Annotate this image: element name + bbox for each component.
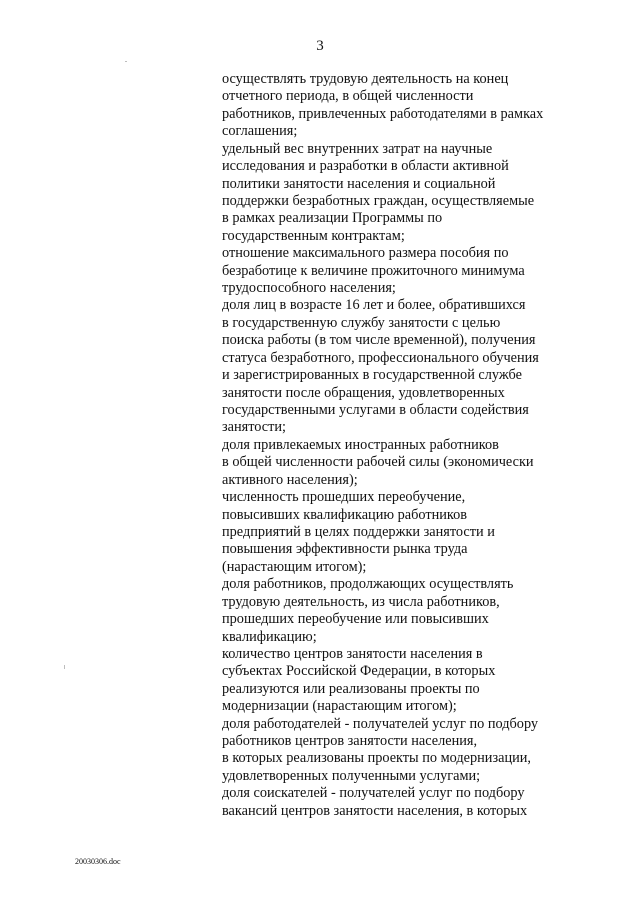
text-line: политики занятости населения и социальной	[222, 175, 496, 192]
text-line: количество центров занятости населения в	[222, 645, 483, 662]
text-line: удовлетворенных полученными услугами;	[222, 767, 481, 784]
text-line: субъектах Российской Федерации, в которых	[222, 663, 496, 680]
text-line: в которых реализованы проекты по модернизации,	[222, 750, 531, 767]
text-line: повышения эффективности рынка труда	[222, 541, 468, 558]
text-line: активного населения);	[222, 471, 358, 488]
text-line: прошедших переобучение или повысивших	[222, 611, 489, 628]
text-line: отчетного периода, в общей численности	[222, 88, 474, 105]
text-line: (нарастающим итогом);	[222, 558, 367, 575]
text-line: доля работников, продолжающих осуществлять	[222, 576, 514, 593]
text-line: доля работодателей - получателей услуг по подбору	[222, 715, 539, 732]
text-line: занятости;	[222, 419, 287, 436]
text-line: и зарегистрированных в государственной службе	[222, 367, 522, 384]
text-line: поиска работы (в том числе временной), получения	[222, 332, 536, 349]
text-line: удельный вес внутренних затрат на научные	[222, 140, 493, 157]
text-line: квалификацию;	[222, 628, 317, 645]
body-text	[222, 71, 567, 820]
text-line: государственным контрактам;	[222, 227, 405, 244]
text-line: осуществлять трудовую деятельность на конец	[222, 71, 509, 87]
text-line: вакансий центров занятости населения, в которых	[222, 802, 528, 819]
text-line: исследования и разработки в области активной	[222, 158, 509, 175]
text-line: реализуются или реализованы проекты по	[222, 680, 480, 697]
text-line: отношение максимального размера пособия по	[222, 245, 509, 262]
text-line: численность прошедших переобучение,	[222, 489, 466, 506]
text-line: работников центров занятости населения,	[222, 733, 478, 750]
text-line: в рамках реализации Программы по	[222, 210, 443, 227]
text-line: безработице к величине прожиточного минимума	[222, 262, 525, 279]
text-line: занятости после обращения, удовлетворенных	[222, 384, 505, 401]
scan-speck	[64, 665, 65, 669]
text-line: трудовую деятельность, из числа работников,	[222, 593, 500, 610]
scan-speck	[125, 61, 127, 62]
file-name: 20030306.doc	[75, 857, 121, 866]
page-number: 3	[316, 38, 324, 54]
text-line: трудоспособного населения;	[222, 280, 396, 297]
text-line: предприятий в целях поддержки занятости и	[222, 523, 495, 540]
text-line: доля привлекаемых иностранных работников	[222, 436, 499, 453]
text-line: доля лиц в возрасте 16 лет и более, обратившихся	[222, 297, 526, 314]
text-line: соглашения;	[222, 123, 298, 140]
text-line: модернизации (нарастающим итогом);	[222, 698, 457, 715]
text-line: поддержки безработных граждан, осуществляемые	[222, 192, 535, 209]
text-line: работников, привлеченных работодателями в рамках	[222, 105, 544, 122]
text-line: доля соискателей - получателей услуг по подбору	[222, 785, 525, 802]
text-line: в государственную службу занятости с целью	[222, 314, 501, 331]
text-line: повысивших квалификацию работников	[222, 506, 467, 523]
text-line: статуса безработного, профессионального обучения	[222, 349, 539, 366]
text-line: в общей численности рабочей силы (экономически	[222, 454, 534, 471]
text-line: государственными услугами в области содействия	[222, 402, 529, 419]
